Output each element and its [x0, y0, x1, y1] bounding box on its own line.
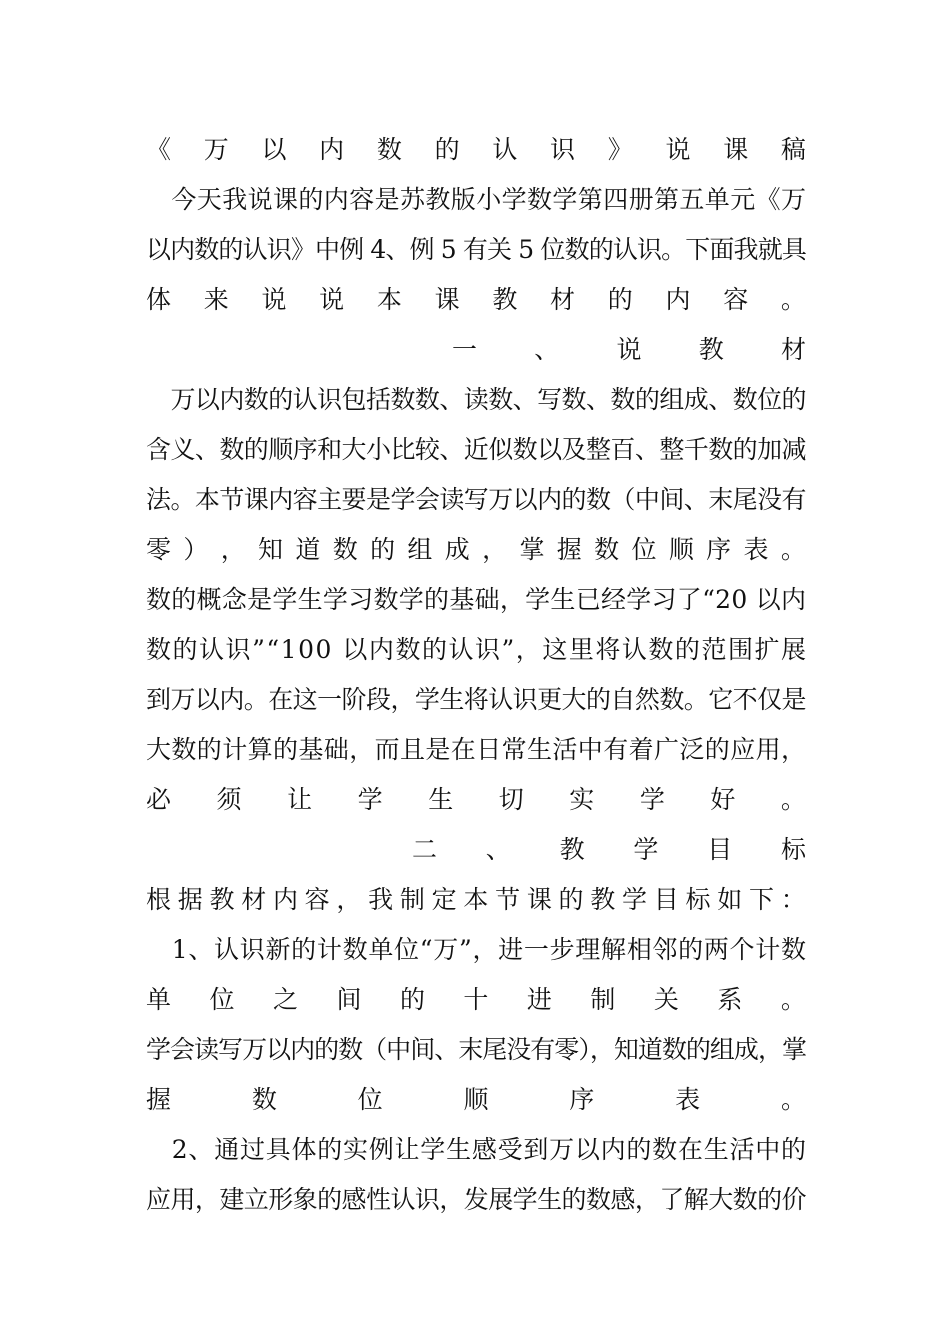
text-line: 体 来 说 说 本 课 教 材 的 内 容 。: [146, 285, 806, 314]
text-line: 单 位 之 间 的 十 进 制 关 系 。: [146, 985, 806, 1014]
title-line: 《 万 以 内 数 的 认 识 》 说 课 稿: [146, 135, 806, 164]
text-line: 1、认识新的计数单位“万”，进一步理解相邻的两个计数: [146, 935, 807, 964]
section-heading: 二 、 教 学 目 标: [412, 835, 806, 864]
text-line: 法。本节课内容主要是学会读写万以内的数（中间、末尾没有: [146, 485, 806, 514]
text-line: 应用，建立形象的感性认识，发展学生的数感，了解大数的价: [146, 1185, 806, 1214]
text-line: 大数的计算的基础，而且是在日常生活中有着广泛的应用，: [146, 735, 807, 764]
text-line: 零 ） ， 知 道 数 的 组 成 ， 掌 握 数 位 顺 序 表 。: [146, 535, 806, 564]
text-line: 握 数 位 顺 序 表 。: [146, 1085, 806, 1114]
text-line: 以内数的认识》中例 4、例 5 有关 5 位数的认识。下面我就具: [146, 235, 806, 264]
text-line: 根 据 教 材 内 容 ， 我 制 定 本 节 课 的 教 学 目 标 如 下 ：: [146, 885, 806, 914]
text-line: 数的认识”“100 以内数的认识”，这里将认数的范围扩展: [146, 635, 808, 664]
text-line: 2、通过具体的实例让学生感受到万以内的数在生活中的: [146, 1135, 807, 1164]
text-line: 到万以内。在这一阶段，学生将认识更大的自然数。它不仅是: [146, 685, 806, 714]
text-line: 必 须 让 学 生 切 实 学 好 。: [146, 785, 806, 814]
text-line: 含义、数的顺序和大小比较、近似数以及整百、整千数的加减: [146, 435, 806, 464]
text-line: 数的概念是学生学习数学的基础，学生已经学习了“20 以内: [146, 585, 807, 614]
text-line: 今天我说课的内容是苏教版小学数学第四册第五单元《万: [146, 185, 807, 214]
text-line: 万以内数的认识包括数数、读数、写数、数的组成、数位的: [146, 385, 806, 414]
text-line: 学会读写万以内的数（中间、末尾没有零），知道数的组成，掌: [146, 1035, 806, 1064]
section-heading: 一 、 说 教 材: [452, 335, 806, 364]
